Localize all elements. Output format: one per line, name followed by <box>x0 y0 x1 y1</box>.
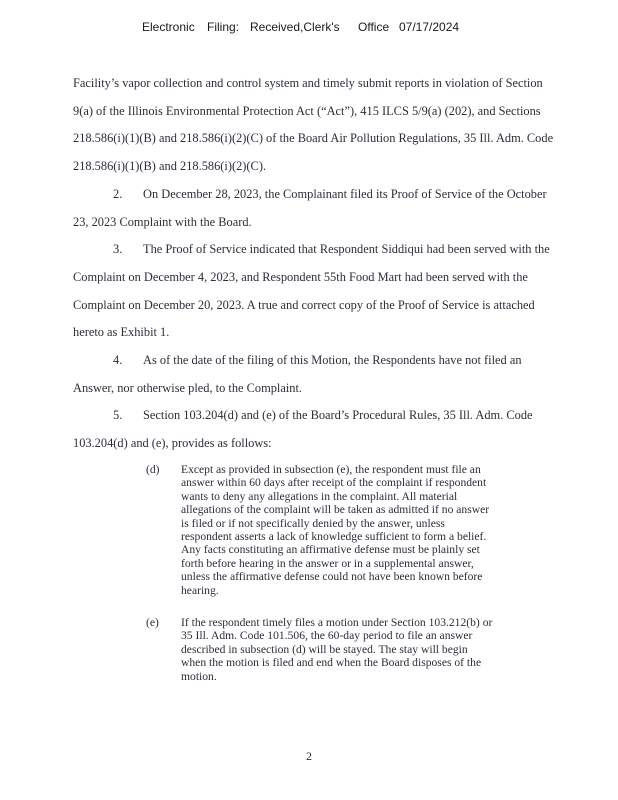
paragraph-number: 4. <box>113 353 123 368</box>
body-line: Section 103.204(d) and (e) of the Board’s Procedural Rules, 35 Ill. Adm. Code <box>143 408 533 423</box>
paragraph-3 <box>73 236 603 264</box>
body-line: Answer, nor otherwise pled, to the Complaint. <box>73 380 303 395</box>
quote-line: wants to deny any allegations in the complaint. All material <box>181 489 458 503</box>
body-line: 23, 2023 Complaint with the Board. <box>73 214 252 229</box>
paragraph-2 <box>73 181 603 209</box>
quote-line: Any facts constituting an affirmative defense must be plainly set <box>181 543 480 557</box>
body-line: hereto as Exhibit 1. <box>73 325 170 340</box>
page-number: 2 <box>306 749 312 763</box>
body-line: Complaint on December 20, 2023. A true and correct copy of the Proof of Service is attached <box>73 297 535 312</box>
header-received: Received,Clerk's <box>250 20 340 34</box>
body-line: 103.204(d) and (e), provides as follows: <box>73 436 272 451</box>
body-line: 218.586(i)(1)(B) and 218.586(i)(2)(C). <box>73 159 267 174</box>
body-line: As of the date of the filing of this Motion, the Respondents have not filed an <box>143 353 522 368</box>
body-line: Facility’s vapor collection and control system and timely submit reports in violation of Section <box>73 76 543 90</box>
quote-line: is filed or if not specifically denied by the answer, unless <box>181 516 445 530</box>
body-line: 9(a) of the Illinois Environmental Protection Act (“Act”), 415 ILCS 5/9(a) (202), and Sections <box>73 103 541 118</box>
quote-line: when the motion is filed and end when the Board disposes of the <box>181 656 482 670</box>
paragraph-number: 5. <box>113 408 123 423</box>
quote-line: described in subsection (d) will be stayed. The stay will begin <box>181 642 468 656</box>
body-line: On December 28, 2023, the Complainant filed its Proof of Service of the October <box>143 186 547 201</box>
body-line: Complaint on December 4, 2023, and Respondent 55th Food Mart had been served with the <box>73 269 528 284</box>
paragraph-4 <box>73 347 603 375</box>
document-body <box>73 70 603 458</box>
quote-line: answer within 60 days after receipt of the complaint if respondent <box>181 476 487 490</box>
quote-line: allegations of the complaint will be taken as admitted if no answer <box>181 503 490 517</box>
quote-line: unless the affirmative defense could not have been known before <box>181 570 483 584</box>
body-line: 218.586(i)(1)(B) and 218.586(i)(2)(C) of the Board Air Pollution Regulations, 35 Ill. Adm. Code <box>73 131 554 146</box>
quote-line: forth before hearing in the answer or in a supplemental answer, <box>181 556 474 570</box>
quote-line: Except as provided in subsection (e), the respondent must file an <box>181 463 481 476</box>
subsection-label: (d) <box>146 463 160 476</box>
header-filing: Filing: <box>207 20 240 34</box>
quote-line: If the respondent timely files a motion under Section 103.212(b) or <box>181 616 493 629</box>
paragraph-number: 2. <box>113 186 123 201</box>
quote-line: motion. <box>181 669 217 683</box>
quote-line: respondent asserts a lack of knowledge sufficient to form a belief. <box>181 530 487 544</box>
subsection-text <box>181 616 546 683</box>
body-line: The Proof of Service indicated that Respondent Siddiqui had been served with the <box>143 242 550 257</box>
header-date: 07/17/2024 <box>399 20 460 34</box>
paragraph-5 <box>73 402 603 430</box>
quote-line: 35 Ill. Adm. Code 101.506, the 60-day period to file an answer <box>181 629 473 643</box>
paragraph-number: 3. <box>113 242 123 257</box>
subsection-text <box>181 463 546 597</box>
quote-line: hearing. <box>181 583 219 597</box>
header-office: Office <box>358 20 390 34</box>
subsection-label: (e) <box>146 616 159 629</box>
header-electronic: Electronic <box>142 20 195 34</box>
